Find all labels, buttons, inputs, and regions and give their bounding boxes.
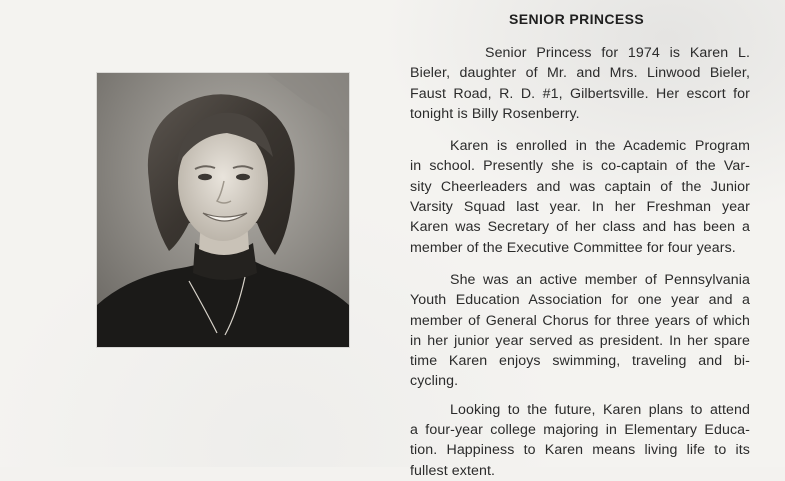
text-line: in her junior year served as president. In her spare <box>410 332 750 349</box>
text-line: sity Cheerleaders and was captain of the Junior <box>410 178 750 195</box>
paragraph-intro <box>410 43 750 124</box>
text-line: time Karen enjoys swimming, traveling and bi- <box>410 353 750 370</box>
text-line: fullest extent. <box>410 462 496 479</box>
text-line: Karen was Secretary of her class and has been a <box>410 219 750 236</box>
text-line: a four-year college majoring in Elementary Educa- <box>410 422 750 439</box>
text-line: cycling. <box>410 373 459 390</box>
article-heading: SENIOR PRINCESS <box>509 11 645 27</box>
paragraph-activities <box>410 270 750 392</box>
text-line: tion. Happiness to Karen means living life to its <box>410 442 750 459</box>
paragraph-academics <box>410 136 750 258</box>
portrait-photo <box>97 73 349 347</box>
text-line: Faust Road, R. D. #1, Gilbertsville. Her escort for <box>410 85 750 102</box>
text-line: tonight is Billy Rosenberry. <box>410 105 580 122</box>
paragraph-future <box>410 400 750 481</box>
text-line: Karen is enrolled in the Academic Program <box>450 138 750 155</box>
text-line: Senior Princess for 1974 is Karen L. <box>485 45 750 61</box>
article-body <box>410 43 750 481</box>
text-line: Looking to the future, Karen plans to attend <box>450 401 750 418</box>
text-line: Bieler, daughter of Mr. and Mrs. Linwood Bieler, <box>410 65 750 82</box>
text-line: in school. Presently she is co-captain of the Var- <box>410 158 750 175</box>
text-line: Varsity Squad last year. In her Freshman year <box>410 199 750 216</box>
text-line: She was an active member of Pennsylvania <box>450 271 750 288</box>
text-line: member of General Chorus for three years of which <box>410 312 750 329</box>
text-line: Youth Education Association for one year and a <box>410 292 750 309</box>
text-line: member of the Executive Committee for four years. <box>410 239 736 256</box>
